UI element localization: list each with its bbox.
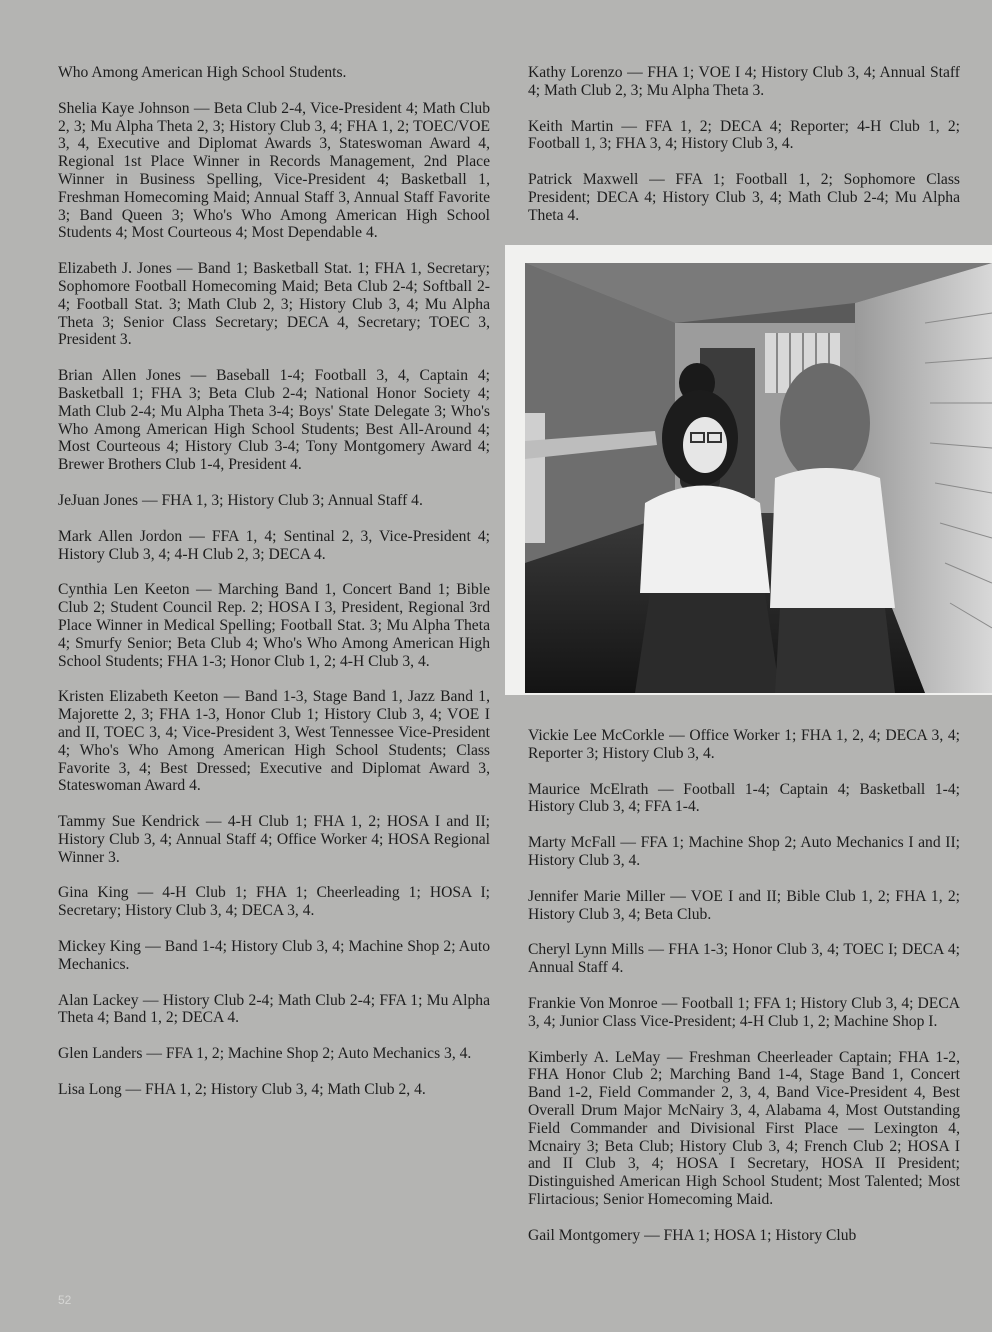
senior-entry: Maurice McElrath — Football 1-4; Captain 4; Basketball 1-4; History Club 3, 4; FFA 1-4. bbox=[528, 780, 960, 816]
left-column bbox=[58, 64, 490, 1117]
hallway-photo-image bbox=[525, 263, 992, 693]
senior-entry: Keith Martin — FFA 1, 2; DECA 4; Reporter; 4-H Club 1, 2; Football 1, 3; FHA 3, 4; History Club 3, 4. bbox=[528, 117, 960, 153]
senior-entry: Tammy Sue Kendrick — 4-H Club 1; FHA 1, 2; HOSA I and II; History Club 3, 4; Annual Staff 4; Office Worker 4; HOSA Regional Winner 3. bbox=[58, 813, 490, 866]
senior-entry: Marty McFall — FFA 1; Machine Shop 2; Auto Mechanics I and II; History Club 3, 4. bbox=[528, 834, 960, 869]
page-number: 52 bbox=[58, 1293, 72, 1307]
senior-entry: Vickie Lee McCorkle — Office Worker 1; FHA 1, 2, 4; DECA 3, 4; Reporter 3; History Club 3, 4. bbox=[528, 727, 960, 762]
right-column-top bbox=[528, 64, 960, 243]
senior-entry: Jennifer Marie Miller — VOE I and II; Bible Club 1, 2; FHA 1, 2; History Club 3, 4; Beta Club. bbox=[528, 887, 960, 923]
senior-entry: Cheryl Lynn Mills — FHA 1-3; Honor Club 3, 4; TOEC I; DECA 4; Annual Staff 4. bbox=[528, 941, 960, 977]
senior-entry: JeJuan Jones — FHA 1, 3; History Club 3; Annual Staff 4. bbox=[58, 491, 423, 509]
senior-entry: Mark Allen Jordon — FFA 1, 4; Sentinal 2, 3, Vice-President 4; History Club 3, 4; 4-H Club 2, 3; DECA 4. bbox=[58, 527, 490, 563]
senior-entry: Kimberly A. LeMay — Freshman Cheerleader Captain; FHA 1-2, FHA Honor Club 2; Marching Band 1-4, Stage Band 1, Concert Band 1-2, Field Commander 2, 3, 4, Band Vice-President 4, Best Overall Drum Major McNairy 3, 4, Alabama 4, Most Outstanding Field Commander and Divisional First Place — Lexington 4, Mcnairy 3; Beta Club; History Club 3, 4; French Club 2; HOSA I and II Club 3, 4; HOSA I Secretary, HOSA II President; Distinguished American High School Student; Most Talented; Most Flirtacious; Senior Homecoming Maid. bbox=[528, 1048, 960, 1208]
senior-entry: Brian Allen Jones — Baseball 1-4; Football 3, 4, Captain 4; Basketball 1; FHA 3; Beta Club 2-4; National Honor Society 4; Math Club 2-4; Mu Alpha Theta 3-4; Boys' State Delegate 3; Who's Who Among American High School Students; Best All-Around 4; Most Courteous 4; History Club 3-4; Tony Montgomery Award 4; Brewer Brothers Club 1-4, President 4. bbox=[58, 367, 490, 474]
senior-entry: Elizabeth J. Jones — Band 1; Basketball Stat. 1; FHA 1, Secretary; Sophomore Football Homecoming Maid; Beta Club 2-4; Softball 2-4; Football Stat. 3; Math Club 2, 3; History Club 3, 4; Mu Alpha Theta 3; Senior Class Secretary; DECA 4, Secretary; TOEC 3, President 3. bbox=[58, 260, 490, 349]
hallway-photo bbox=[505, 245, 992, 695]
right-column-bottom bbox=[528, 727, 960, 1263]
senior-entry: Gail Montgomery — FHA 1; HOSA 1; History Club bbox=[528, 1226, 857, 1244]
senior-entry: Lisa Long — FHA 1, 2; History Club 3, 4; Math Club 2, 4. bbox=[58, 1081, 426, 1099]
senior-entry: Glen Landers — FFA 1, 2; Machine Shop 2; Auto Mechanics 3, 4. bbox=[58, 1045, 472, 1063]
senior-entry: Alan Lackey — History Club 2-4; Math Club 2-4; FFA 1; Mu Alpha Theta 4; Band 1, 2; DECA 4. bbox=[58, 991, 490, 1027]
senior-entry: Mickey King — Band 1-4; History Club 3, 4; Machine Shop 2; Auto Mechanics. bbox=[58, 938, 490, 973]
senior-entry: Kristen Elizabeth Keeton — Band 1-3, Stage Band 1, Jazz Band 1, Majorette 2, 3; FHA 1-3, Honor Club 1; History Club 3, 4; VOE I and II, TOEC 3, 4; Vice-President 3, West Tennessee Vice-President 4; Who's Who Among American High School Students; Class Favorite 3, 4; Best Dressed; Executive and Diplomat Award 3, Stateswoman Award 4. bbox=[58, 688, 490, 795]
senior-entry: Kathy Lorenzo — FHA 1; VOE I 4; History Club 3, 4; Annual Staff 4; Math Club 2, 3; Mu Alpha Theta 3. bbox=[528, 64, 960, 99]
senior-entry: Cynthia Len Keeton — Marching Band 1, Concert Band 1; Bible Club 2; Student Council Rep. 2; HOSA I 3, President, Regional 3rd Place Winner in Medical Spelling; Football Stat. 3; Mu Alpha Theta 4; Smurfy Senior; Beta Club 4; Who's Who Among American High School Students; FHA 1-3; Honor Club 1, 2; 4-H Club 3, 4. bbox=[58, 581, 490, 670]
senior-entry: Patrick Maxwell — FFA 1; Football 1, 2; Sophomore Class President; DECA 4; History Club 3, 4; Math Club 2-4; Mu Alpha Theta 4. bbox=[528, 171, 960, 224]
continued-entry: Who Among American High School Students. bbox=[58, 64, 347, 81]
senior-entry: Gina King — 4-H Club 1; FHA 1; Cheerleading 1; HOSA I; Secretary; History Club 3, 4; DECA 3, 4. bbox=[58, 884, 490, 920]
senior-entry: Shelia Kaye Johnson — Beta Club 2-4, Vice-President 4; Math Club 2, 3; Mu Alpha Theta 2, 3; History Club 3, 4; FHA 1, 2; TOEC/VOE 3, 4, Executive and Diplomat Awards 3, Stateswoman Award 4, Regional 1st Place Winner in Records Management, 2nd Place Winner in Business Spelling, Vice-President 4; Basketball 1, Freshman Homecoming Maid; Annual Staff 3, Annual Staff Favorite 3; Band Queen 3; Who's Who Among American High School Students 4; Most Courteous 4; Most Dependable 4. bbox=[58, 99, 490, 242]
senior-entry: Frankie Von Monroe — Football 1; FFA 1; History Club 3, 4; DECA 3, 4; Junior Class Vice-President; 4-H Club 1, 2; Machine Shop I. bbox=[528, 994, 960, 1030]
